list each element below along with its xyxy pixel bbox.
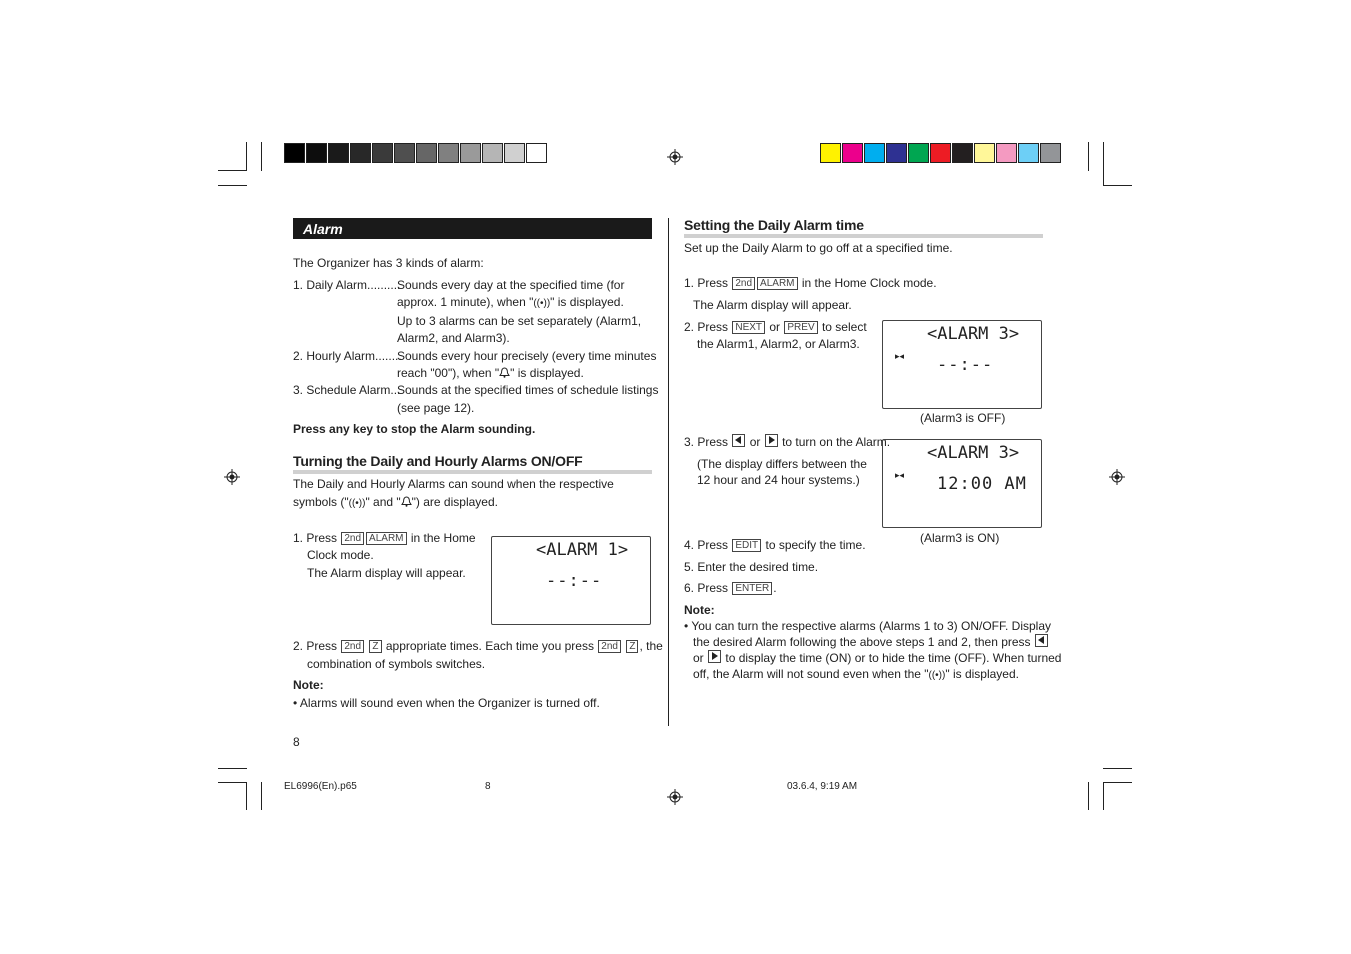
next-key: NEXT (732, 321, 765, 334)
alarm-key: ALARM (366, 532, 406, 545)
column-divider (668, 218, 669, 726)
color-swatch (504, 143, 525, 163)
press-any-key-note: Press any key to stop the Alarm sounding. (293, 422, 536, 436)
hourly-bell-icon (401, 496, 412, 507)
alarm-key: ALARM (757, 277, 797, 290)
color-swatch (820, 143, 841, 163)
footer-page: 8 (485, 781, 491, 792)
subsection-para-1: The Daily and Hourly Alarms can sound when the respective (293, 477, 614, 491)
registration-mark-bottom (667, 789, 683, 805)
daily-alarm-desc-4: Alarm2, and Alarm3). (397, 331, 510, 345)
subsection-rule (293, 470, 652, 474)
color-swatch (526, 143, 547, 163)
lcd-line-1: <ALARM 3> (927, 443, 1020, 463)
right-step-3-note-2: 12 hour and 24 hour systems.) (697, 473, 860, 487)
color-swatch (350, 143, 371, 163)
color-swatch (460, 143, 481, 163)
right-step-4: 4. Press EDIT to specify the time. (684, 538, 866, 552)
right-step-2-cont: the Alarm1, Alarm2, or Alarm3. (697, 337, 860, 351)
registration-mark-right (1109, 469, 1125, 485)
right-title-rule (684, 234, 1043, 238)
color-swatch (886, 143, 907, 163)
enter-key: ENTER (732, 582, 772, 595)
lcd-caption-on: (Alarm3 is ON) (920, 531, 1000, 545)
color-swatch (1040, 143, 1061, 163)
alarm-bell-icon: ((•)) (928, 670, 946, 681)
right-note-line-4: off, the Alarm will not sound even when the "((•))" is displayed. (693, 666, 1019, 684)
right-step-1-result: The Alarm display will appear. (693, 298, 852, 312)
daily-alarm-desc-3: Up to 3 alarms can be set separately (Alarm1, (397, 314, 642, 328)
lcd-display-alarm3-off (882, 320, 1042, 409)
2nd-key: 2nd (341, 532, 364, 545)
right-step-3: 3. Press or to turn on the Alarm. (684, 435, 891, 449)
lcd-line-1: <ALARM 1> (536, 540, 629, 560)
right-note-line-2: the desired Alarm following the above steps 1 and 2, then press (693, 634, 1049, 651)
color-swatch (1018, 143, 1039, 163)
left-step-1-cont: Clock mode. (307, 548, 374, 562)
footer-filename: EL6996(En).p65 (284, 781, 357, 792)
color-swatch (416, 143, 437, 163)
right-arrow-key-icon (765, 434, 778, 447)
color-swatch (908, 143, 929, 163)
color-swatch (996, 143, 1017, 163)
schedule-alarm-desc-2: (see page 12). (397, 401, 475, 415)
registration-mark-left (224, 469, 240, 485)
edit-key: EDIT (732, 539, 761, 552)
color-swatch (842, 143, 863, 163)
daily-alarm-desc-2: approx. 1 minute), when "((•))" is displayed. (397, 294, 624, 312)
right-note-label: Note: (684, 603, 715, 617)
lcd-caption-off: (Alarm3 is OFF) (920, 411, 1006, 425)
left-step-2-cont: combination of symbols switches. (307, 657, 486, 671)
subsection-title: Turning the Daily and Hourly Alarms ON/OFF (293, 453, 583, 469)
schedule-alarm-term: 3. Schedule Alarm... (293, 383, 401, 397)
lcd-line-2: --:-- (546, 571, 603, 591)
alarm-bell-icon: ((•)) (533, 298, 551, 309)
intro-text: The Organizer has 3 kinds of alarm: (293, 256, 484, 270)
color-swatch (284, 143, 305, 163)
lcd-indicator-icon: ▸◂ (895, 470, 905, 480)
right-step-1: 1. Press 2nd ALARM in the Home Clock mode. (684, 276, 937, 290)
color-swatch (328, 143, 349, 163)
lcd-display-alarm1 (491, 536, 651, 625)
color-swatch (482, 143, 503, 163)
color-swatch (974, 143, 995, 163)
hourly-alarm-term: 2. Hourly Alarm........ (293, 349, 402, 363)
alarm-bell-icon: ((•)) (348, 498, 366, 509)
left-step-1: 1. Press 2nd ALARM in the Home (293, 531, 476, 545)
left-note-text: • Alarms will sound even when the Organizer is turned off. (293, 696, 600, 710)
z-key: Z (369, 640, 381, 653)
lcd-line-2: --:-- (937, 355, 994, 375)
prev-key: PREV (784, 321, 817, 334)
hourly-alarm-desc-2: reach "00"), when " " is displayed. (397, 366, 584, 380)
lcd-indicator-icon: ▸◂ (895, 351, 905, 361)
footer-timestamp: 03.6.4, 9:19 AM (787, 781, 858, 792)
registration-mark-top (667, 149, 683, 165)
color-swatch (930, 143, 951, 163)
color-swatch (864, 143, 885, 163)
page-number: 8 (293, 735, 300, 749)
right-step-6: 6. Press ENTER . (684, 581, 777, 595)
right-note-line-3: or to display the time (ON) or to hide the time (OFF). When turned (693, 651, 1062, 665)
left-note-label: Note: (293, 678, 324, 692)
lcd-line-2: 12:00 AM (937, 474, 1027, 494)
daily-alarm-term: 1. Daily Alarm.......... (293, 278, 401, 292)
subsection-para-2: symbols ("((•))" and " ") are displayed. (293, 494, 498, 512)
2nd-key: 2nd (598, 640, 621, 653)
section-title: Alarm (303, 221, 343, 237)
schedule-alarm-desc-1: Sounds at the specified times of schedule listings (397, 383, 659, 397)
z-key: Z (626, 640, 638, 653)
right-note-line-1: • You can turn the respective alarms (Alarms 1 to 3) ON/OFF. Display (684, 619, 1052, 633)
color-swatch (372, 143, 393, 163)
left-arrow-key-icon (1035, 634, 1048, 647)
right-title: Setting the Daily Alarm time (684, 217, 864, 233)
section-header (293, 218, 652, 239)
color-swatch (438, 143, 459, 163)
left-step-1-result: The Alarm display will appear. (307, 566, 466, 580)
color-swatch (394, 143, 415, 163)
right-step-2: 2. Press NEXT or PREV to select (684, 320, 867, 334)
daily-alarm-desc-1: Sounds every day at the specified time (for (397, 278, 625, 292)
2nd-key: 2nd (732, 277, 755, 290)
lcd-line-1: <ALARM 3> (927, 324, 1020, 344)
lcd-display-alarm3-on (882, 439, 1042, 528)
color-swatch (306, 143, 327, 163)
left-arrow-key-icon (732, 434, 745, 447)
right-step-5: 5. Enter the desired time. (684, 560, 819, 574)
right-step-3-note-1: (The display differs between the (697, 457, 867, 471)
right-intro: Set up the Daily Alarm to go off at a specified time. (684, 241, 953, 255)
left-step-2: 2. Press 2nd Z appropriate times. Each time you press 2nd Z , the (293, 639, 663, 653)
2nd-key: 2nd (341, 640, 364, 653)
color-swatch (952, 143, 973, 163)
hourly-bell-icon (499, 367, 510, 378)
hourly-alarm-desc-1: Sounds every hour precisely (every time minutes (397, 349, 657, 363)
right-arrow-key-icon (708, 650, 721, 663)
